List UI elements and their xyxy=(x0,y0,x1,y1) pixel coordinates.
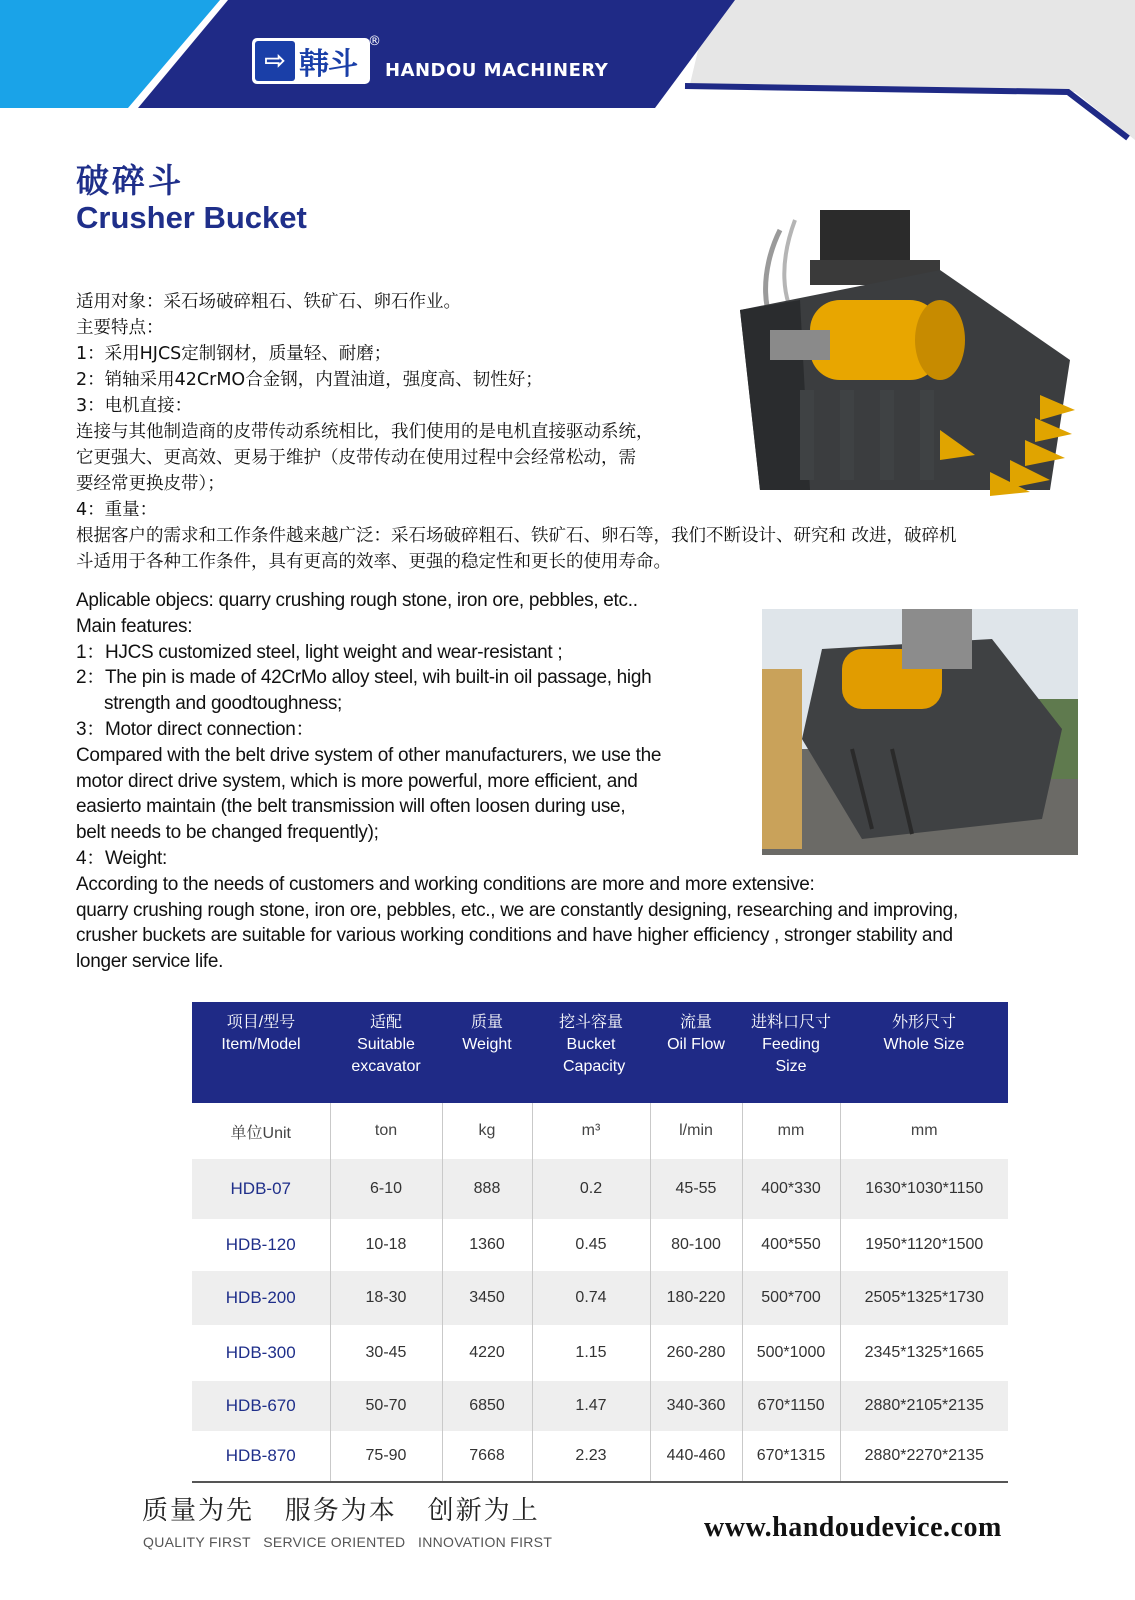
table-row: HDB-300 30-45 4220 1.15 260-280 500*1000 2345*1325*1665 xyxy=(192,1325,1008,1381)
slogan-cn: 质量为先 服务为本 创新为上 xyxy=(142,1496,540,1526)
header-whole-size: 外形尺寸 Whole Size xyxy=(840,1002,1008,1103)
table-header-row xyxy=(192,1002,1008,1103)
text-line: Compared with the belt drive system of other manufacturers, we use the xyxy=(76,744,662,766)
table-row: HDB-670 50-70 6850 1.47 340-360 670*1150 2880*2105*2135 xyxy=(192,1381,1008,1431)
text-line: 1：HJCS customized steel, light weight and wear-resistant ; xyxy=(76,641,563,663)
description-cn xyxy=(76,289,1036,575)
logo xyxy=(252,38,370,84)
text-line: quarry crushing rough stone, iron ore, pebbles, etc., we are constantly designing, researching and improving, xyxy=(76,899,958,921)
table-unit-row: 单位Unit ton kg m³ l/min mm mm xyxy=(192,1103,1008,1159)
description-en xyxy=(76,588,1036,975)
website-link[interactable]: www.handoudevice.com xyxy=(704,1512,1002,1543)
text-line: crusher buckets are suitable for various working conditions and have higher efficiency , stronger stability and xyxy=(76,925,953,947)
text-line: 主要特点： xyxy=(76,318,164,338)
text-line: 适用对象：采石场破碎粗石、铁矿石、卵石作业。 xyxy=(76,292,461,312)
text-line: 根据客户的需求和工作条件越来越广泛：采石场破碎粗石、铁矿石、卵石等，我们不断设计、研究和 改进，破碎机 xyxy=(76,526,957,546)
header-excavator: 适配 Suitable excavator xyxy=(330,1002,442,1103)
header-oil-flow: 流量 Oil Flow xyxy=(650,1002,742,1103)
text-line: Aplicable objecs: quarry crushing rough stone, iron ore, pebbles, etc.. xyxy=(76,590,638,611)
header-capacity: 挖斗容量 Bucket Capacity xyxy=(532,1002,650,1103)
table-row: HDB-120 10-18 1360 0.45 80-100 400*550 1950*1120*1500 xyxy=(192,1219,1008,1271)
text-line: strength and goodtoughness; xyxy=(104,693,343,715)
text-line: 要经常更换皮带）； xyxy=(76,474,225,494)
page-title-en: Crusher Bucket xyxy=(76,200,307,235)
logo-text: 韩斗 xyxy=(299,47,357,82)
table-row: HDB-07 6-10 888 0.2 45-55 400*330 1630*1030*1150 xyxy=(192,1159,1008,1219)
header-model: 项目/型号 Item/Model xyxy=(192,1002,330,1103)
text-line: Main features: xyxy=(76,615,193,637)
text-line: belt needs to be changed frequently); xyxy=(76,822,379,844)
text-line: longer service life. xyxy=(76,951,224,973)
text-line: motor direct drive system, which is more powerful, more efficient, and xyxy=(76,770,638,792)
text-line: 1：采用HJCS定制钢材，质量轻、耐磨； xyxy=(76,344,392,364)
text-line: 2：The pin is made of 42CrMo alloy steel, wih built-in oil passage, high xyxy=(76,667,652,689)
logo-mark-icon: ⇨ xyxy=(255,41,295,81)
text-line: 3：Motor direct connection： xyxy=(76,718,315,740)
spec-table xyxy=(192,1002,1008,1483)
text-line: 4：重量： xyxy=(76,500,158,520)
header-weight: 质量 Weight xyxy=(442,1002,532,1103)
text-line: According to the needs of customers and working conditions are more and more extensive: xyxy=(76,873,815,895)
text-line: 斗适用于各种工作条件，具有更高的效率、更强的稳定性和更长的使用寿命。 xyxy=(76,552,671,572)
table-row: HDB-870 75-90 7668 2.23 440-460 670*1315 2880*2270*2135 xyxy=(192,1431,1008,1482)
page-title-cn: 破碎斗 xyxy=(76,161,184,200)
brand-name: HANDOU MACHINERY xyxy=(385,60,609,81)
text-line: 2：销轴采用42CrMO合金钢，内置油道，强度高、韧性好； xyxy=(76,370,543,390)
slogan-en: QUALITY FIRST SERVICE ORIENTED INNOVATION FIRST xyxy=(143,1534,553,1550)
text-line: easierto maintain (the belt transmission will often loosen during use, xyxy=(76,796,626,818)
text-line: 3：电机直接： xyxy=(76,396,193,416)
text-line: 它更强大、更高效、更易于维护（皮带传动在使用过程中会经常松动，需 xyxy=(76,448,636,468)
registered-mark: ® xyxy=(368,34,381,49)
text-line: 4：Weight: xyxy=(76,847,167,869)
header-feeding-size: 进料口尺寸 Feeding Size xyxy=(742,1002,840,1103)
table-row: HDB-200 18-30 3450 0.74 180-220 500*700 2505*1325*1730 xyxy=(192,1271,1008,1325)
text-line: 连接与其他制造商的皮带传动系统相比，我们使用的是电机直接驱动系统， xyxy=(76,422,654,442)
